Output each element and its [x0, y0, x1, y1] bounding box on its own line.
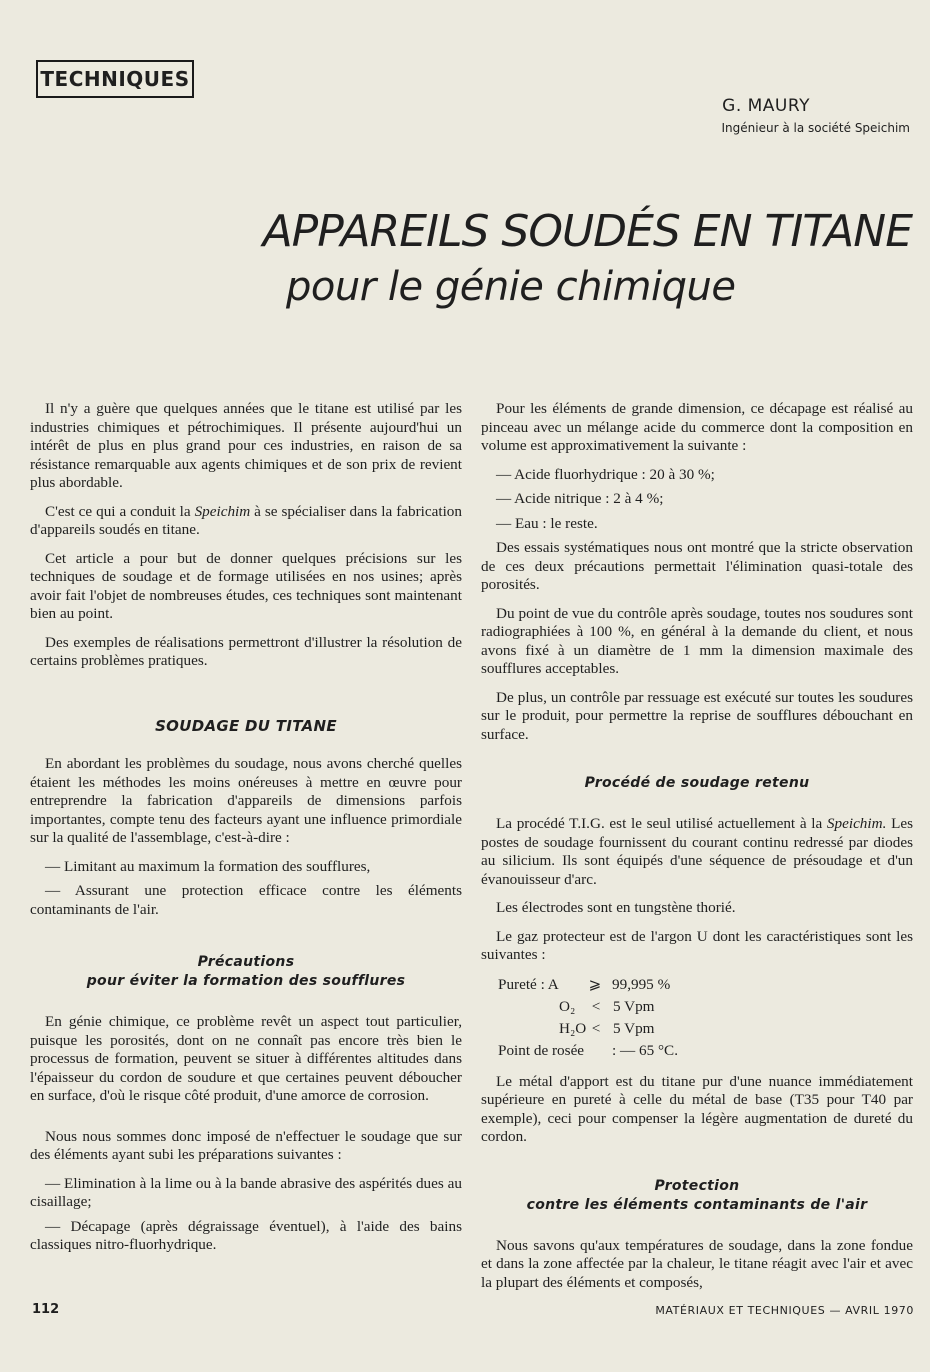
paragraph: Des exemples de réalisations permettront d'illustrer la résolution de certains problèmes pratiques. [30, 633, 462, 669]
paragraph: Les électrodes sont en tungstène thorié. [496, 899, 736, 916]
author-role: Ingénieur à la société Speichim [721, 121, 910, 135]
spec-row: O₂ < 5 Vpm [559, 998, 655, 1016]
paragraph: Du point de vue du contrôle après soudage, toutes nos soudures sont radiographiées à 100 %, en général à la demande du client, et nous avons fixé à un diamètre de 1 mm la dimension maximale des soufflures acceptables. [481, 604, 913, 677]
list-item: — Elimination à la lime ou à la bande abrasive des aspérités dues au cisaillage; [30, 1174, 462, 1210]
subsection-heading: Procédé de soudage retenu [584, 775, 810, 791]
paragraph: Nous nous sommes donc imposé de n'effectuer le soudage que sur des éléments ayant subi les préparations suivantes : [30, 1127, 462, 1163]
section-tag: TECHNIQUES [36, 60, 194, 98]
subsection-heading: Précautions [197, 954, 295, 970]
list-item: — Acide fluorhydrique : 20 à 30 %; [496, 465, 715, 483]
list-item: — Acide nitrique : 2 à 4 %; [496, 490, 664, 507]
list-item: — Décapage (après dégraissage éventuel), à l'aide des bains classiques nitro-fluorhydrique. [30, 1217, 462, 1253]
company-name: Speichim. [826, 815, 887, 832]
paragraph: Le gaz protecteur est de l'argon U dont les caractéristiques sont les suivantes : [481, 927, 913, 963]
section-heading: SOUDAGE DU TITANE [155, 716, 337, 735]
subsection-heading: contre les éléments contaminants de l'air [526, 1196, 868, 1213]
paragraph: De plus, un contrôle par ressuage est exécuté sur toutes les soudures sur le produit, pour permettre la reprise de soufflures débouchant en surface. [481, 688, 913, 743]
paragraph: En génie chimique, ce problème revêt un aspect tout particulier, puisque les porosités, dont on ne connaît pas encore très bien le processus de formation, peuvent se situer à différentes altitudes dans l'épaisseur du cordon de soudure et que certaines peuvent déboucher en surface, d'où le risque côté produit, d'une amorce de corrosion. [30, 1013, 462, 1104]
list-item: — Eau : le reste. [496, 514, 598, 532]
author-name: G. MAURY [722, 96, 810, 116]
spec-row: H₂O < 5 Vpm [559, 1020, 655, 1038]
journal-footer: MATÉRIAUX ET TECHNIQUES — AVRIL 1970 [655, 1304, 914, 1317]
spec-row: Point de rosée : — 65 °C. [498, 1042, 678, 1060]
paragraph: En abordant les problèmes du soudage, nous avons cherché quelles étaient les méthodes les moins onéreuses à mettre en œuvre pour entreprendre la fabrication d'appareils de dimensions parfois importantes, compte tenu des facteurs ayant une influence primordiale sur la qualité de l'assemblage, c'est-à-dire : [30, 755, 462, 846]
spec-row: Pureté : A ⩾ 99,995 % [498, 976, 671, 994]
paragraph: Nous savons qu'aux températures de soudage, dans la zone fondue et dans la zone affectée par la chaleur, le titane réagit avec l'air et avec la plupart des éléments et composés, [481, 1236, 913, 1291]
paragraph: Il n'y a guère que quelques années que le titane est utilisé par les industries chimiques et pétrochimiques. Il présente aujourd'hui un intérêt de plus en plus grand pour ces industries, en raison de sa résistance remarquable aux agents chimiques et de son prix de revient plus abordable. [30, 400, 462, 491]
left-column [30, 400, 462, 1261]
subsection-heading: Protection [654, 1177, 740, 1194]
paragraph: Cet article a pour but de donner quelques précisions sur les techniques de soudage et de formage utilisées en nos usines; après avoir fait l'objet de nombreuses études, ces techniques sont maintenant bien au point. [30, 549, 462, 622]
subsection-heading: pour éviter la formation des soufflures [86, 973, 406, 989]
gas-spec-table [481, 975, 913, 1063]
article-subtitle: pour le génie chimique [286, 264, 736, 310]
paragraph: C'est ce qui a conduit la Speichim à se spécialiser dans la fabrication d'appareils soudés en titane. [30, 502, 462, 538]
right-column [481, 400, 913, 1302]
list-item: — Limitant au maximum la formation des soufflures, [45, 857, 371, 875]
page-number: 112 [32, 1302, 60, 1317]
article-title: APPAREILS SOUDÉS EN TITANE [262, 206, 912, 257]
list-item: — Assurant une protection efficace contre les éléments contaminants de l'air. [30, 882, 462, 918]
paragraph: Pour les éléments de grande dimension, ce décapage est réalisé au pinceau avec un mélange acide du commerce dont la composition en volume est approximativement la suivante : [481, 400, 913, 454]
paragraph: Le métal d'apport est du titane pur d'une nuance immédiatement supérieure en pureté à celle du métal de base (T35 pour T40 par exemple), ceci pour compenser la légère augmentation de dureté du cordon. [481, 1072, 913, 1145]
company-name: Speichim [194, 502, 251, 520]
paragraph: Des essais systématiques nous ont montré que la stricte observation de ces deux précautions permettait l'élimination quasi-totale des porosités. [481, 539, 913, 593]
paragraph: La procédé T.I.G. est le seul utilisé actuellement à la Speichim. Les postes de soudage fournissent du courant continu redressé par diodes au silicium. Ils sont équipés d'une séquence de présoudage et d'un évanouisseur d'arc. [481, 815, 914, 888]
